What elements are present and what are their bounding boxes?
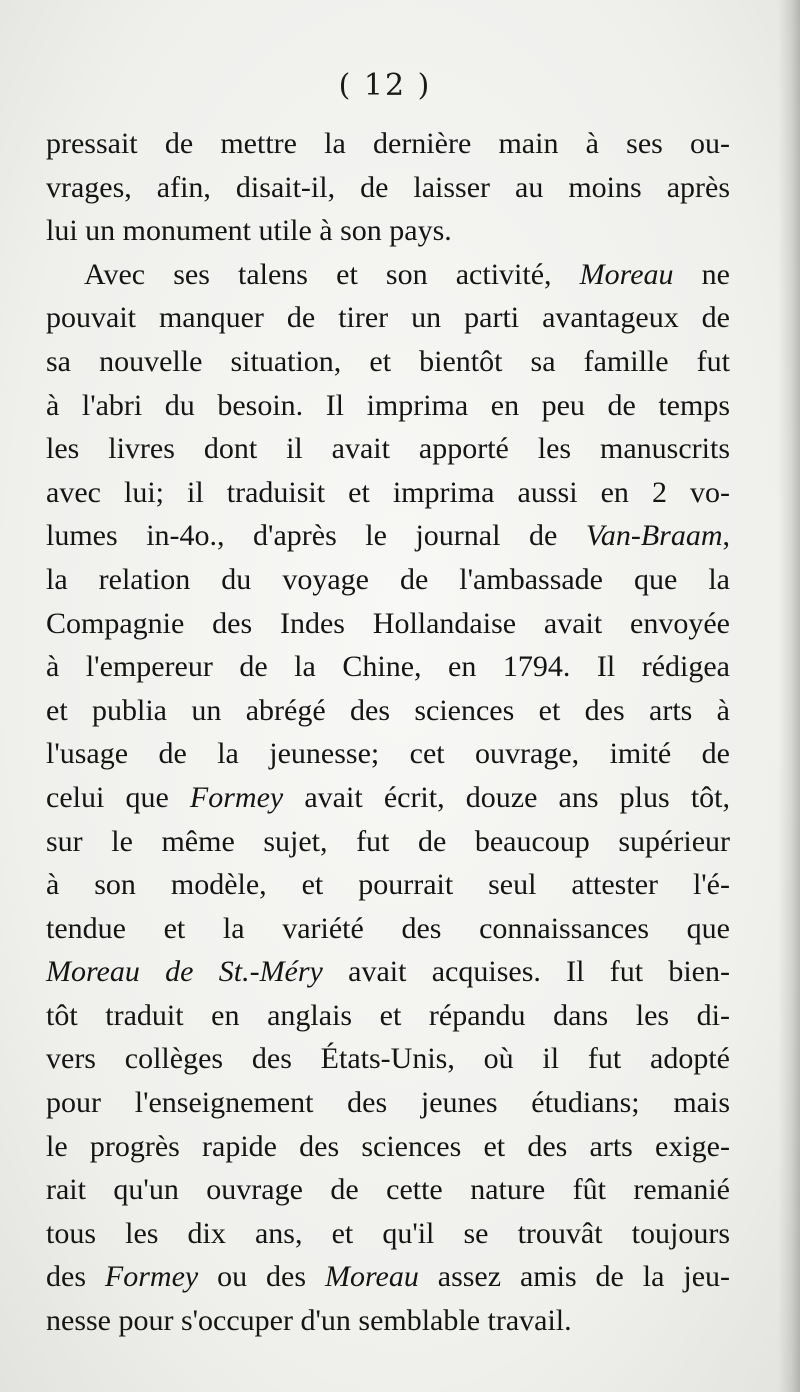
page-number: ( 12 ) <box>338 68 432 103</box>
text-line: pressait de mettre la dernière main à ses ou- <box>46 127 730 160</box>
text-line: la relation du voyage de l'ambassade que la <box>46 562 730 596</box>
text-line: Moreau de St.-Méry avait acquises. Il fut bien- <box>46 955 730 989</box>
body-text <box>46 122 730 1343</box>
text-line: lui un monument utile à son pays. <box>46 214 452 248</box>
text-line: et publia un abrégé des sciences et des arts à <box>46 693 730 727</box>
text-line: sa nouvelle situation, et bientôt sa famille fut <box>46 344 730 378</box>
text-line: sur le même sujet, fut de beaucoup supérieur <box>46 824 730 858</box>
text-line: Compagnie des Indes Hollandaise avait envoyée <box>46 606 730 640</box>
text-line: pouvait manquer de tirer un parti avantageux de <box>46 301 730 335</box>
text-line: Avec ses talens et son activité, Moreau ne <box>84 257 730 291</box>
text-line: le progrès rapide des sciences et des arts exige- <box>46 1129 730 1163</box>
text-line: celui que Formey avait écrit, douze ans plus tôt, <box>46 780 730 814</box>
text-line: pour l'enseignement des jeunes étudians; mais <box>46 1086 730 1120</box>
text-line: à l'abri du besoin. Il imprima en peu de temps <box>46 388 730 422</box>
page-binding-shadow <box>778 0 800 1392</box>
text-line: vers collèges des États-Unis, où il fut adopté <box>46 1042 730 1076</box>
text-line: nesse pour s'occuper d'un semblable travail. <box>46 1304 572 1338</box>
text-line: à son modèle, et pourrait seul attester l'é- <box>46 868 730 902</box>
text-line: l'usage de la jeunesse; cet ouvrage, imité de <box>46 737 730 771</box>
text-line: vrages, afin, disait-il, de laisser au moins après <box>46 170 730 204</box>
text-line: des Formey ou des Moreau assez amis de la jeu- <box>46 1260 730 1294</box>
text-line: à l'empereur de la Chine, en 1794. Il rédigea <box>46 650 730 684</box>
text-line: lumes in-4o., d'après le journal de Van-Braam, <box>46 519 730 553</box>
text-line: tôt traduit en anglais et répandu dans les di- <box>46 998 730 1032</box>
text-line: avec lui; il traduisit et imprima aussi en 2 vo- <box>46 475 730 509</box>
text-line: rait qu'un ouvrage de cette nature fût remanié <box>46 1173 730 1207</box>
text-line: tous les dix ans, et qu'il se trouvât toujours <box>46 1216 730 1250</box>
text-line: tendue et la variété des connaissances que <box>46 911 730 945</box>
text-line: les livres dont il avait apporté les manuscrits <box>46 432 730 466</box>
